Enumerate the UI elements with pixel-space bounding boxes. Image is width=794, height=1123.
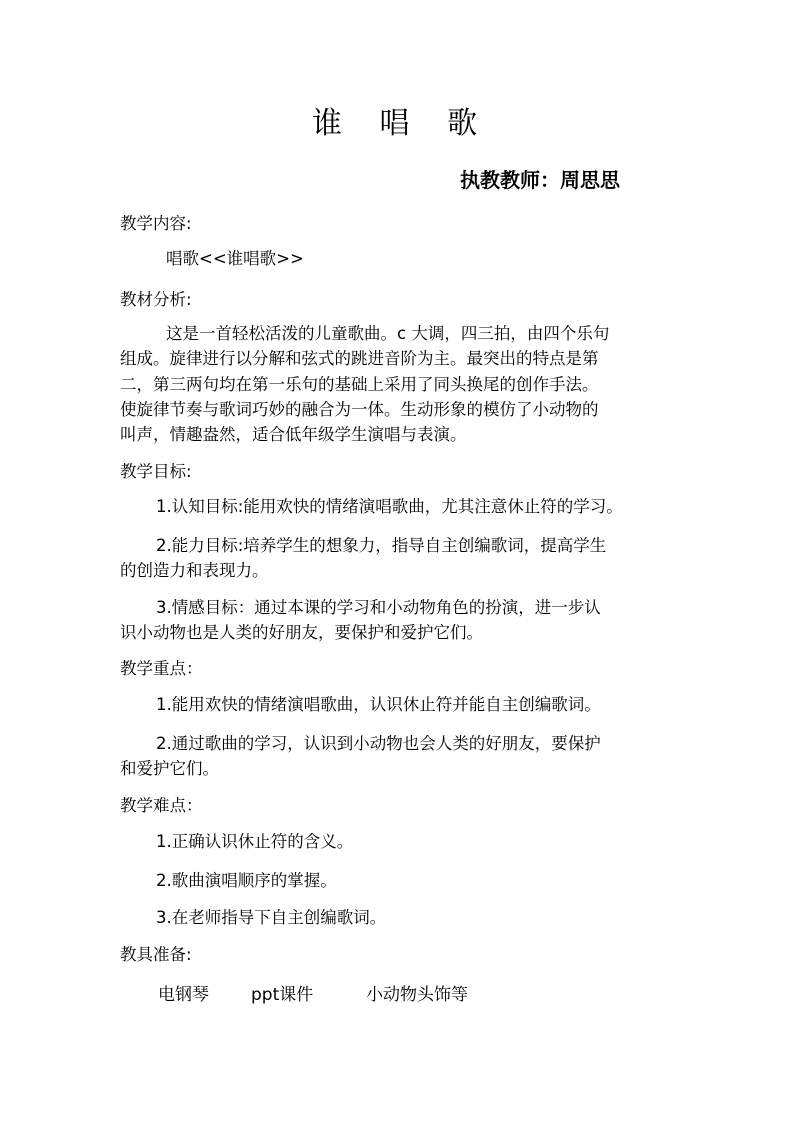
teacher-line: 执教教师：周思思 — [460, 168, 620, 192]
goal-item-3-line-2: 识小动物也是人类的好朋友，要保护和爱护它们。 — [120, 623, 483, 642]
analysis-line-3: 二，第三两句均在第一乐句的基础上采用了同头换尾的创作手法。 — [120, 375, 599, 394]
key-point-2-line-1: 2.通过歌曲的学习，认识到小动物也会人类的好朋友，要保护 — [156, 734, 601, 753]
heading-difficulties: 教学难点： — [120, 796, 203, 815]
analysis-line-1: 这是一首轻松活泼的儿童歌曲。c 大调，四三拍，由四个乐句 — [166, 324, 610, 343]
difficulty-2: 2.歌曲演唱顺序的掌握。 — [156, 871, 337, 890]
difficulty-1: 1.正确认识休止符的含义。 — [156, 832, 354, 851]
goal-item-1: 1.认知目标:能用欢快的情绪演唱歌曲，尤其注意休止符的学习。 — [156, 497, 623, 516]
analysis-line-2: 组成。旋律进行以分解和弦式的跳进音阶为主。最突出的特点是第 — [120, 349, 599, 368]
key-point-2-line-2: 和爱护它们。 — [120, 759, 219, 778]
heading-equipment: 教具准备: — [120, 945, 192, 964]
heading-content: 教学内容: — [120, 214, 192, 233]
heading-analysis: 教材分析: — [120, 290, 192, 309]
difficulty-3: 3.在老师指导下自主创编歌词。 — [156, 908, 387, 927]
goal-item-2-line-1: 2.能力目标:培养学生的想象力，指导自主创编歌词，提高学生 — [156, 536, 607, 555]
heading-key-points: 教学重点： — [120, 659, 203, 678]
analysis-line-5: 叫声，情趣盎然，适合低年级学生演唱与表演。 — [120, 425, 467, 444]
key-point-1: 1.能用欢快的情绪演唱歌曲，认识休止符并能自主创编歌词。 — [156, 695, 601, 714]
goal-item-2-line-2: 的创造力和表现力。 — [120, 561, 269, 580]
equipment-item-headwear: 小动物头饰等 — [366, 985, 468, 1005]
equipment-item-ppt: ppt课件 — [251, 985, 314, 1005]
page-title: 谁 唱 歌 — [312, 106, 492, 141]
analysis-line-4: 使旋律节奏与歌词巧妙的融合为一体。生动形象的模仿了小动物的 — [120, 400, 599, 419]
content-item: 唱歌<<谁唱歌>> — [166, 249, 304, 268]
heading-goals: 教学目标: — [120, 462, 192, 481]
goal-item-3-line-1: 3.情感目标：通过本课的学习和小动物角色的扮演，进一步认 — [156, 598, 601, 617]
equipment-item-piano: 电钢琴 — [158, 985, 209, 1005]
